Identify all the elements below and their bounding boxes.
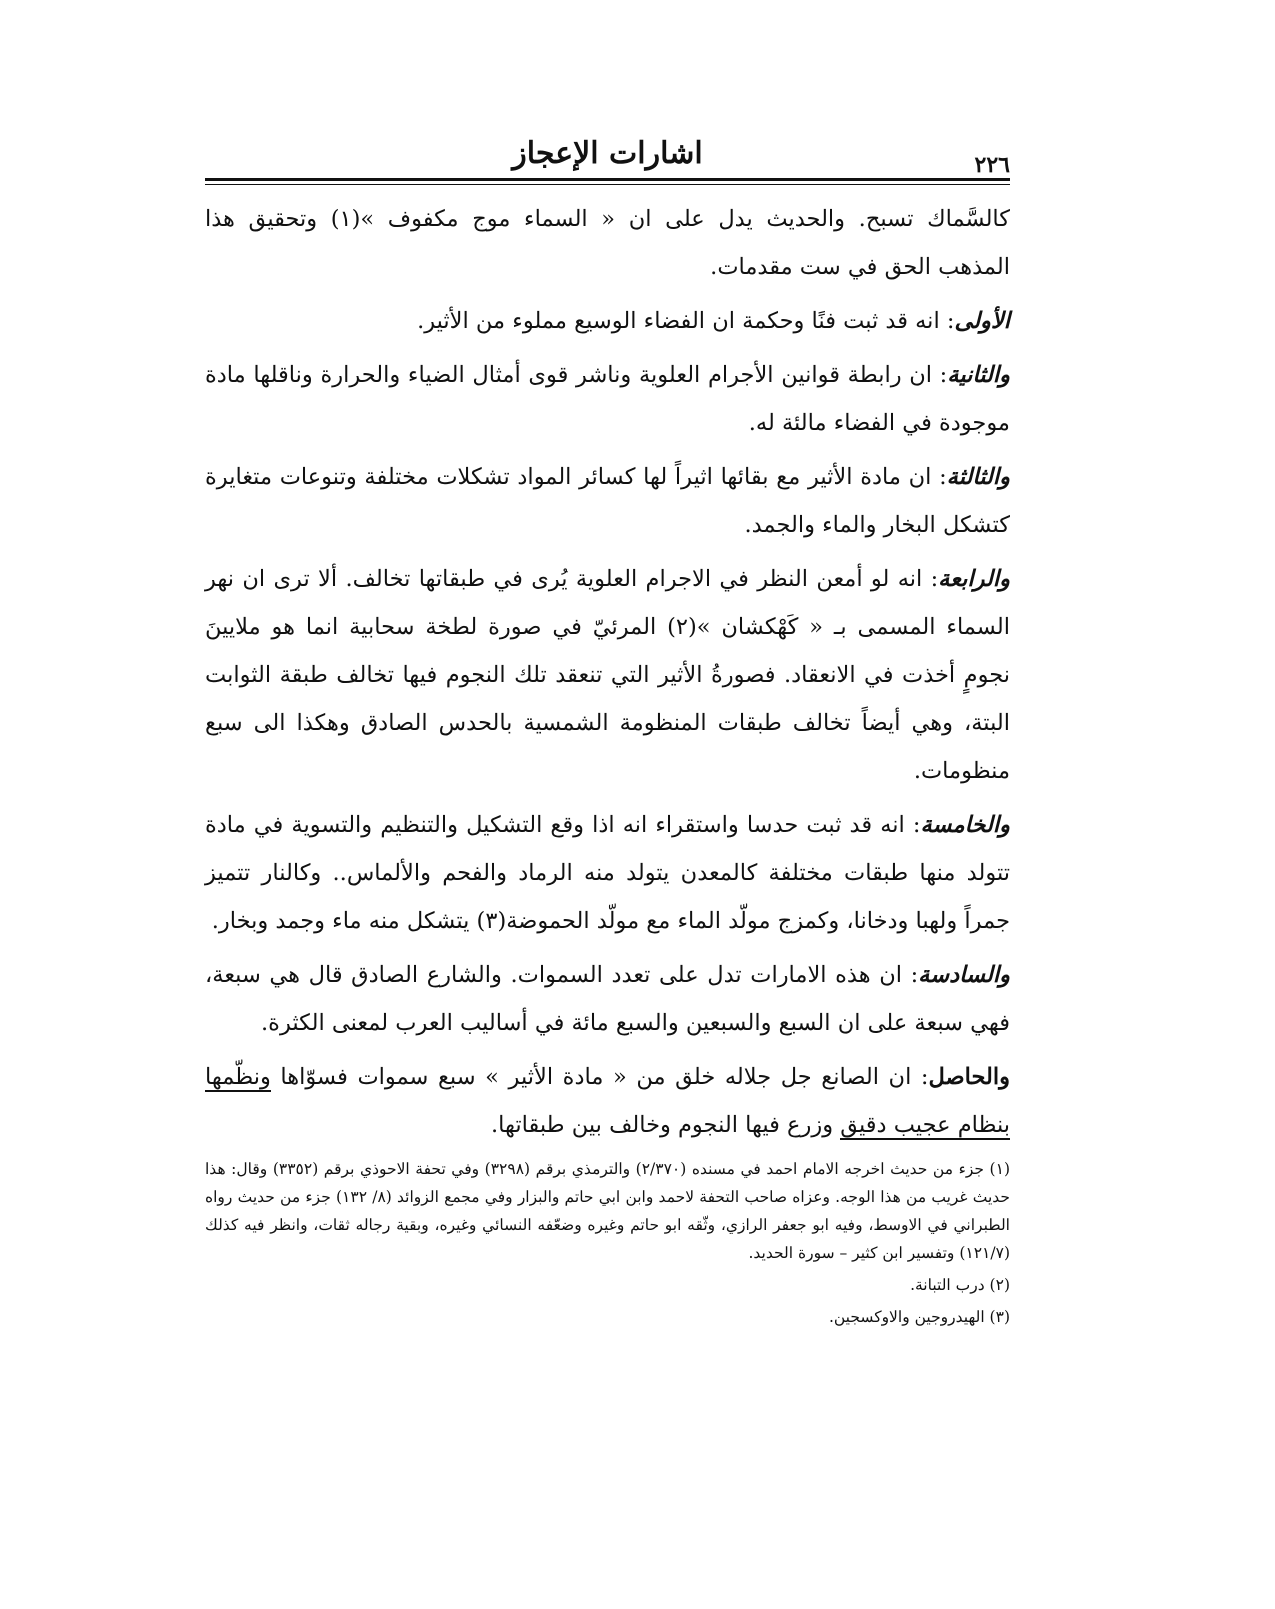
premise-sixth xyxy=(205,951,1010,1047)
running-head xyxy=(205,130,1010,176)
footnote-2: (٢) درب التبانة. xyxy=(910,1276,1010,1294)
premise-first xyxy=(205,297,1010,345)
conclusion-underlined-text: ونظّمها بنظام عجيب دقيق xyxy=(205,1064,1010,1138)
body-text xyxy=(205,195,1010,1149)
premise-third-text: : ان مادة الأثير مع بقائها اثيراً لها كسائر المواد تشكلات مختلفة وتنوعات متغايرة كتشكل البخار والماء والجمد. xyxy=(205,464,1010,538)
premise-third xyxy=(205,453,1010,549)
premise-second xyxy=(205,351,1010,447)
premise-sixth-lead: والسادسة xyxy=(918,962,1010,988)
premise-first-text: : انه قد ثبت فنًا وحكمة ان الفضاء الوسيع مملوء من الأثير. xyxy=(417,308,955,334)
premise-fourth xyxy=(205,555,1010,795)
premise-fourth-text: : انه لو أمعن النظر في الاجرام العلوية يُرى في طبقاتها تخالف. ألا ترى ان نهر السماء المسمى بـ « كَهْكشان »(٢) المرئيّ في صورة لطخة سحابية انما هو ملايينَ نجومٍ أخذت في الانعقاد. فصورةُ الأثير التي تنعقد تلك النجوم فيها تخالف طبقة الثوابت البتة، وهي أيضاً تخالف طبقات المنظومة الشمسية بالحدس الصادق وهكذا الى سبع منظومات. xyxy=(205,566,1010,784)
premise-third-lead: والثالثة xyxy=(946,464,1010,490)
footnotes xyxy=(205,1155,1010,1331)
intro-paragraph: كالسَّماك تسبح. والحديث يدل على ان « السماء موج مكفوف »(١) وتحقيق هذا المذهب الحق في ست مقدمات. xyxy=(205,206,1010,280)
page-number: ٢٢٦ xyxy=(974,152,1010,178)
conclusion-paragraph xyxy=(205,1053,1010,1149)
conclusion-lead: والحاصل xyxy=(928,1064,1010,1090)
header-rule-thin xyxy=(205,184,1010,185)
premise-second-lead: والثانية xyxy=(947,362,1010,388)
conclusion-text: : ان الصانع جل جلاله خلق من « مادة الأثير » سبع سموات فسوّاها xyxy=(270,1064,929,1090)
premise-fourth-lead: والرابعة xyxy=(938,566,1010,592)
footnote-3: (٣) الهيدروجين والاوكسجين. xyxy=(828,1308,1010,1326)
premise-sixth-text: : ان هذه الامارات تدل على تعدد السموات. والشارع الصادق قال هي سبعة، فهي سبعة على ان السبع والسبعين والسبع مائة في أساليب العرب لمعنى الكثرة. xyxy=(205,962,1010,1036)
header-rule-thick xyxy=(205,178,1010,181)
book-title: اشارات الإعجاز xyxy=(512,136,703,171)
premise-first-lead: الأولى xyxy=(954,308,1010,334)
premise-second-text: : ان رابطة قوانين الأجرام العلوية وناشر قوى أمثال الضياء والحرارة وناقلها مادة موجودة في الفضاء مالئة له. xyxy=(205,362,1010,436)
premise-fifth-lead: والخامسة xyxy=(920,812,1010,838)
premise-fifth xyxy=(205,801,1010,945)
premise-fifth-text: : انه قد ثبت حدسا واستقراء انه اذا وقع التشكيل والتنظيم والتسوية في مادة تتولد منها طبقات مختلفة كالمعدن يتولد منه الرماد والفحم والألماس.. وكالنار تتميز جمراً ولهبا ودخانا، وكمزج مولّد الماء مع مولّد الحموضة(٣) يتشكل منه ماء وجمد وبخار. xyxy=(205,812,1010,934)
conclusion-tail: وزرع فيها النجوم وخالف بين طبقاتها. xyxy=(491,1112,841,1138)
book-page xyxy=(205,130,1010,1335)
footnote-1: (١) جزء من حديث اخرجه الامام احمد في مسنده (٢/٣٧٠) والترمذي برقم (٣٢٩٨) وفي تحفة الاحوذي برقم (٣٣٥٢) وقال: هذا حديث غريب من هذا الوجه. وعزاه صاحب التحفة لاحمد وابن ابي حاتم والبزار وفي مجمع الزوائد (٨/ ١٣٢) جزء من حديث رواه الطبراني في الاوسط، وفيه ابو جعفر الرازي، وثّقه ابو حاتم وغيره وضعّفه النسائي وغيره، وبقية رجاله ثقات، وانظر فيه كذلك (١٢١/٧) وتفسير ابن كثير – سورة الحديد. xyxy=(205,1160,1010,1262)
